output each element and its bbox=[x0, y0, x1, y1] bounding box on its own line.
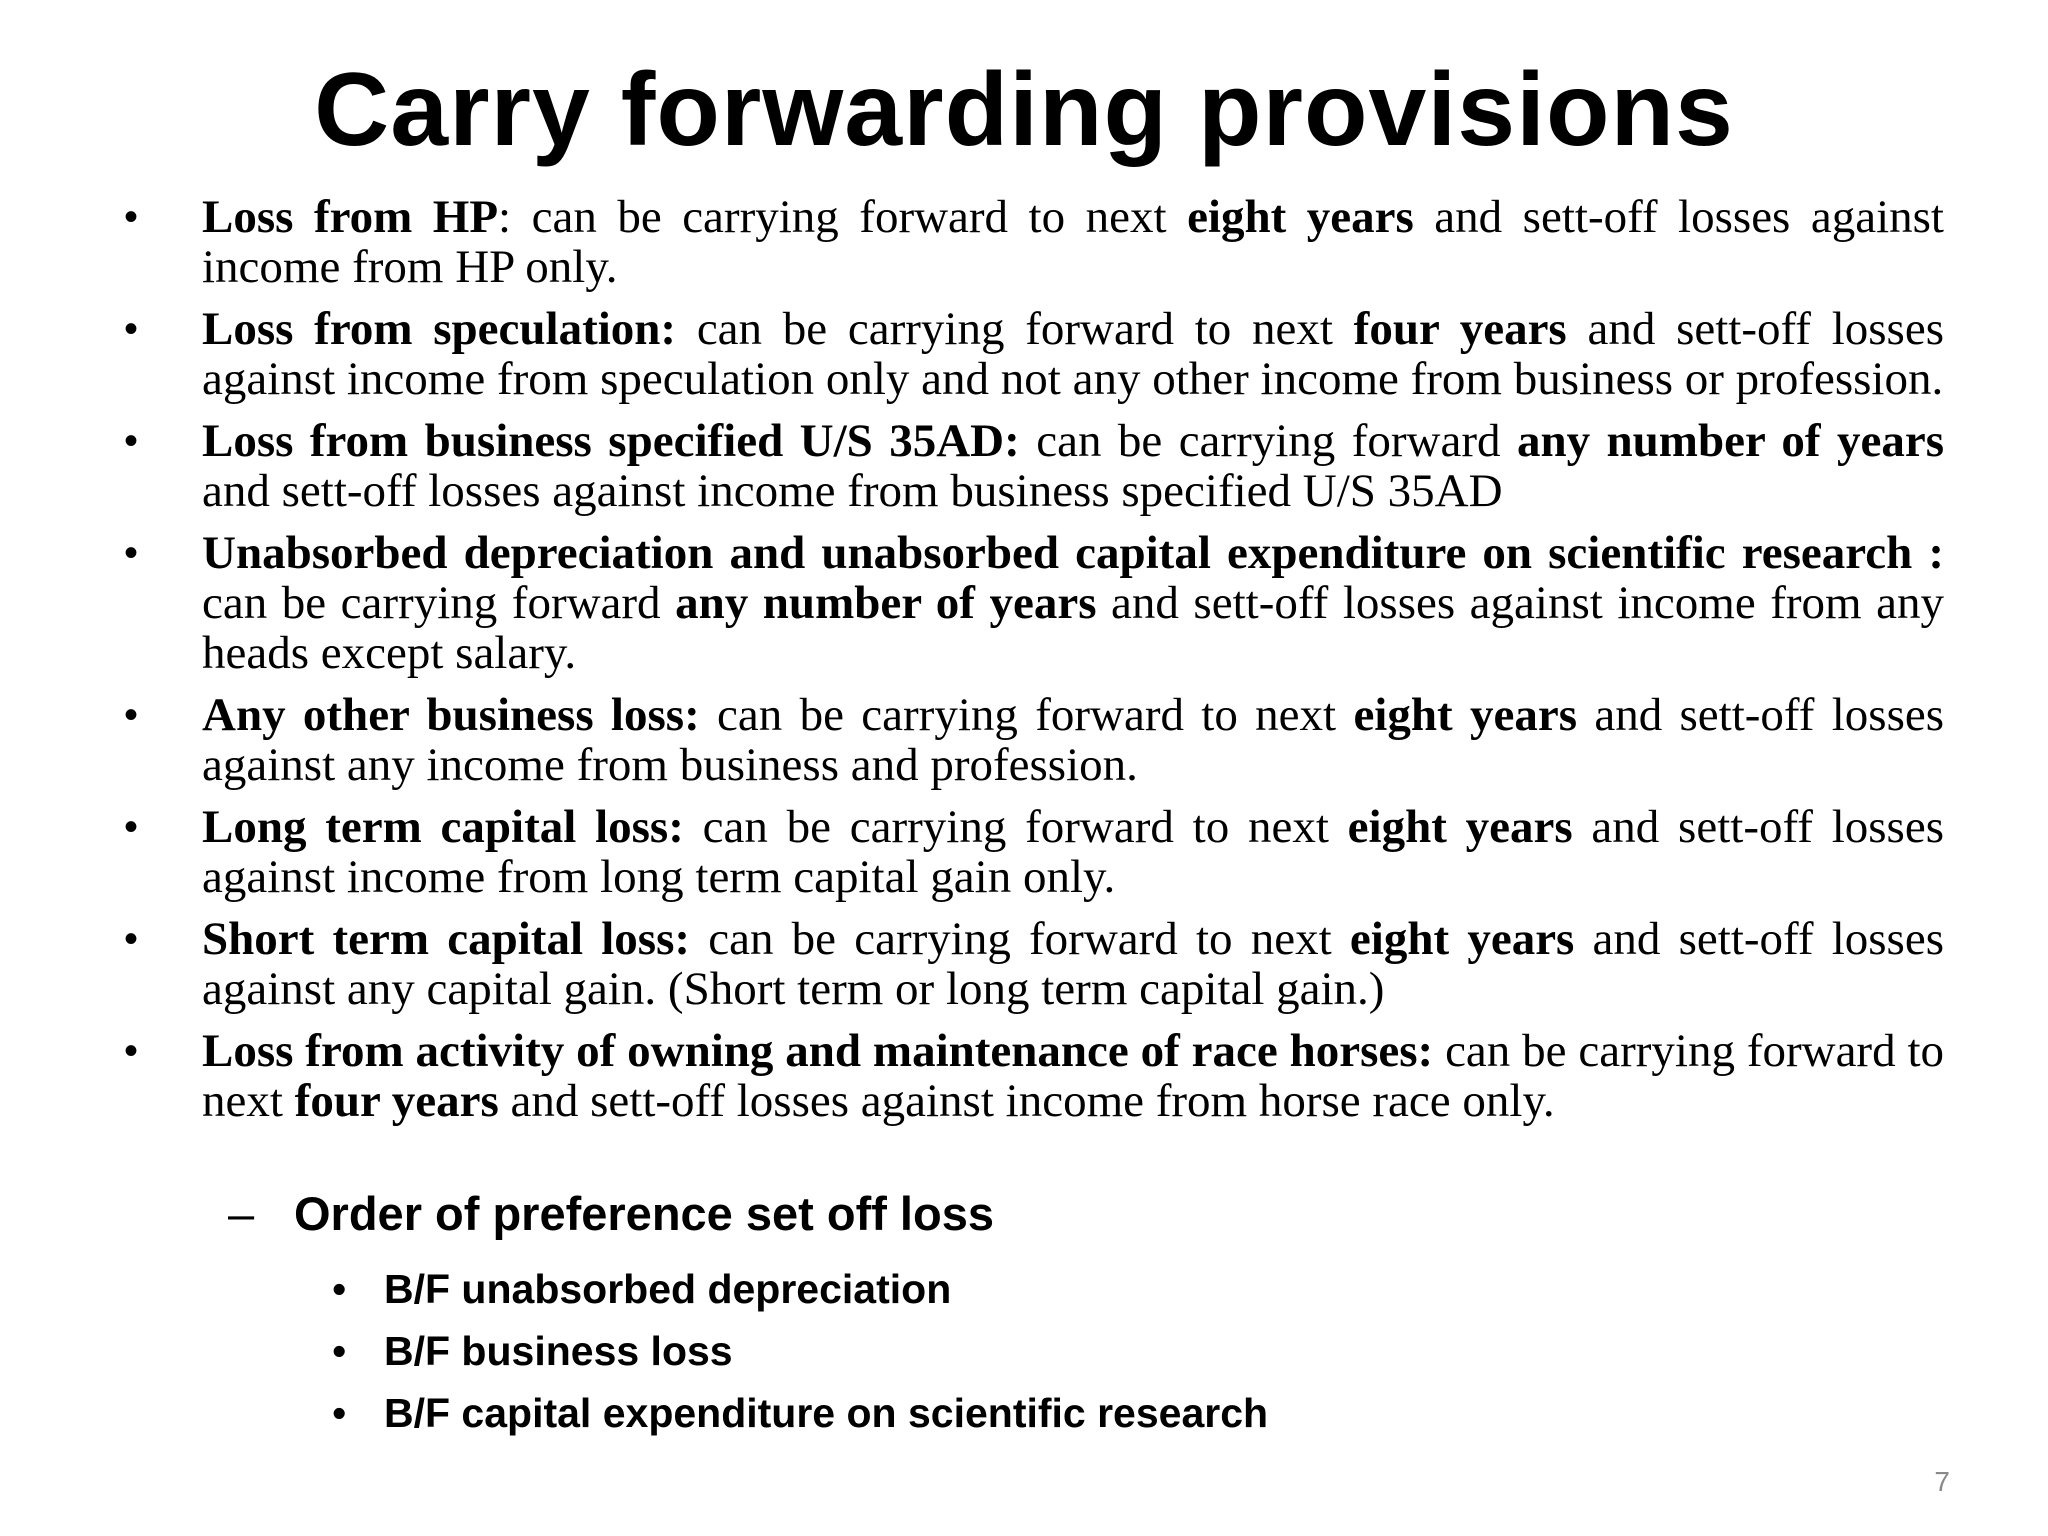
bullet-marker: • bbox=[332, 1328, 347, 1374]
bullet-marker: • bbox=[124, 1029, 139, 1073]
provision-text: and sett-off losses against income from speculation only and not any other income from business or profession. bbox=[202, 303, 1944, 405]
provision-period: eight years bbox=[1347, 801, 1573, 853]
provision-period: eight years bbox=[1353, 689, 1577, 741]
provision-term: Loss from speculation: bbox=[202, 303, 677, 355]
order-item bbox=[332, 1258, 1268, 1320]
order-item-text: B/F business loss bbox=[384, 1328, 733, 1374]
provision-term: Any other business loss: bbox=[202, 689, 700, 741]
provision-item-speculation bbox=[124, 303, 1944, 405]
provision-text: can be carrying forward to next bbox=[676, 303, 1354, 355]
provision-text: can be carrying forward to next bbox=[690, 913, 1350, 965]
provision-period: four years bbox=[1353, 303, 1567, 355]
bullet-marker: • bbox=[124, 195, 139, 239]
provision-text: and sett-off losses against income from any heads except salary. bbox=[202, 577, 1945, 679]
provision-text: can be carrying forward to next bbox=[699, 689, 1354, 741]
provision-text: and sett-off losses against any capital gain. (Short term or long term capital gain.) bbox=[202, 913, 1945, 1015]
provision-item-hp bbox=[124, 191, 1944, 293]
provision-text: and sett-off losses against income from horse race only. bbox=[498, 1075, 1555, 1127]
provision-text: : can be carrying forward to next bbox=[498, 191, 1188, 243]
provision-item-race-horses bbox=[124, 1025, 1945, 1127]
provision-term: Unabsorbed depreciation and unabsorbed capital expenditure on scientific research : bbox=[202, 527, 1944, 579]
order-item bbox=[332, 1320, 1268, 1382]
page-number: 7 bbox=[1934, 1466, 1950, 1497]
provision-text: and sett-off losses against income from long term capital gain only. bbox=[202, 801, 1944, 903]
provision-item-long-term bbox=[124, 801, 1944, 903]
slide-title: Carry forwarding provisions bbox=[314, 52, 1734, 168]
order-item-text: B/F capital expenditure on scientific research bbox=[384, 1390, 1269, 1436]
bullet-marker: • bbox=[124, 693, 139, 737]
provision-period: eight years bbox=[1349, 913, 1575, 965]
order-item bbox=[332, 1382, 1268, 1444]
bullet-marker: • bbox=[332, 1266, 347, 1312]
provision-list bbox=[0, 192, 2048, 1138]
bullet-marker: • bbox=[124, 805, 139, 849]
provision-term: Long term capital loss: bbox=[202, 801, 684, 853]
provision-period: four years bbox=[294, 1075, 499, 1127]
provision-text: and sett-off losses against income from HP only. bbox=[202, 191, 1944, 293]
dash-marker: – bbox=[228, 1187, 255, 1240]
bullet-marker: • bbox=[332, 1390, 347, 1436]
provision-item-unabsorbed-depreciation bbox=[124, 527, 1945, 679]
order-item-text: B/F unabsorbed depreciation bbox=[384, 1266, 952, 1312]
bullet-marker: • bbox=[124, 917, 139, 961]
order-heading bbox=[228, 1186, 994, 1242]
provision-text: and sett-off losses against any income from business and profession. bbox=[202, 689, 1945, 791]
provision-term: Loss from activity of owning and maintenance of race horses: bbox=[202, 1025, 1434, 1077]
provision-item-35ad bbox=[124, 415, 1945, 517]
order-list bbox=[332, 1258, 1268, 1444]
provision-term: Short term capital loss: bbox=[202, 913, 691, 965]
provision-period: eight years bbox=[1187, 191, 1414, 243]
provision-period: any number of years bbox=[1516, 415, 1945, 467]
provision-text: can be carrying forward to next bbox=[683, 801, 1348, 853]
provision-term: Loss from business specified U/S 35AD: bbox=[202, 415, 1020, 467]
order-heading-text: Order of preference set off loss bbox=[294, 1187, 994, 1240]
bullet-marker: • bbox=[124, 419, 139, 463]
bullet-marker: • bbox=[124, 531, 139, 575]
provision-text: can be carrying forward bbox=[1019, 415, 1517, 467]
provision-text: can be carrying forward to next bbox=[202, 1025, 1945, 1127]
provision-item-other-business bbox=[124, 689, 1945, 791]
provision-item-short-term bbox=[124, 913, 1945, 1015]
provision-term: Loss from HP bbox=[202, 191, 499, 243]
bullet-marker: • bbox=[124, 307, 139, 351]
provision-text: can be carrying forward bbox=[202, 577, 676, 629]
provision-text: and sett-off losses against income from business specified U/S 35AD bbox=[202, 465, 1503, 517]
provision-period: any number of years bbox=[675, 577, 1097, 629]
